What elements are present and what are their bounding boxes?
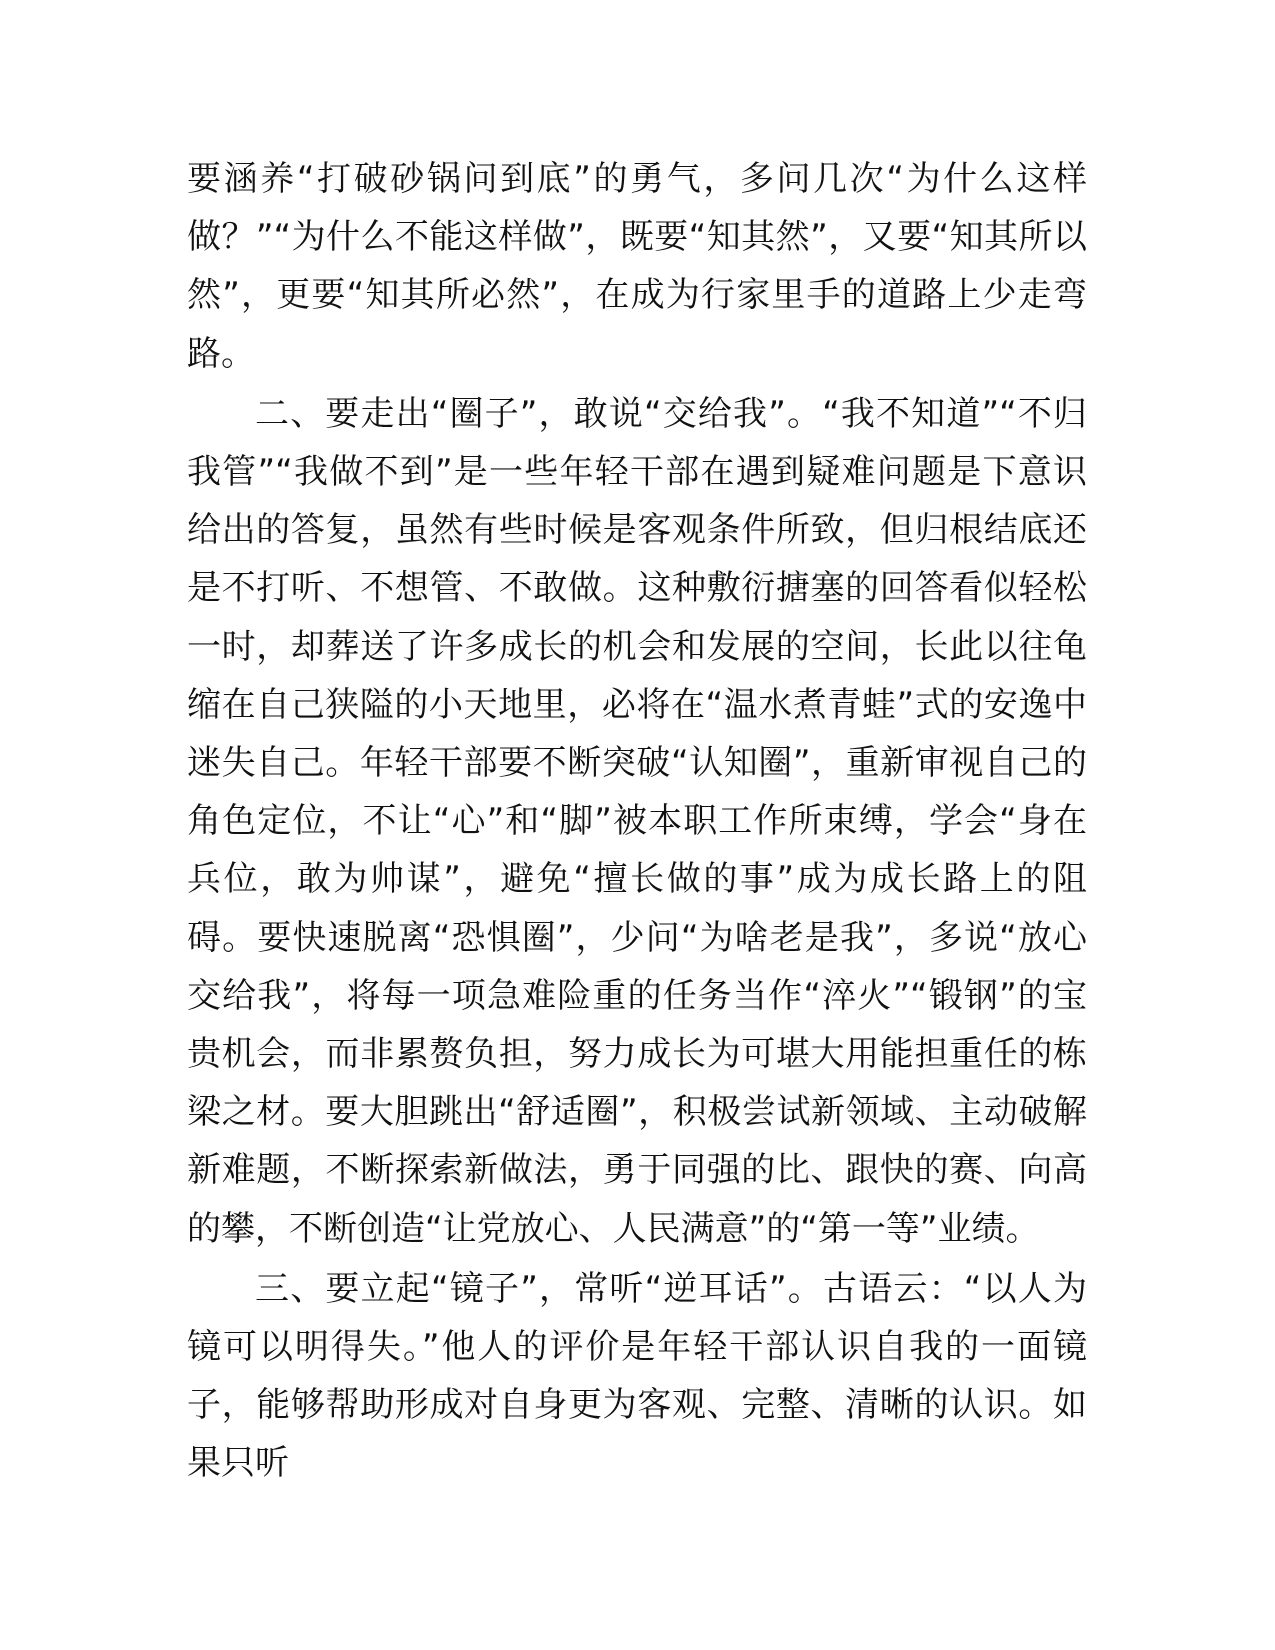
paragraph-continuation: 要涵养“打破砂锅问到底”的勇气，多问几次“为什么这样做？”“为什么不能这样做”，既要“知其然”，又要“知其所以然”，更要“知其所必然”，在成为行家里手的道路上少走弯路。: [187, 159, 1087, 374]
paragraph-section-two: 二、要走出“圈子”，敢说“交给我”。“我不知道”“不归我管”“我做不到”是一些年轻干部在遇到疑难问题是下意识给出的答复，虽然有些时候是客观条件所致，但归根结底还是不打听、不想管、不敢做。这种敷衍搪塞的回答看似轻松一时，却葬送了许多成长的机会和发展的空间，长此以往龟缩在自己狭隘的小天地里，必将在“温水煮青蛙”式的安逸中迷失自己。年轻干部要不断突破“认知圈”，重新审视自己的角色定位，不让“心”和“脚”被本职工作所束缚，学会“身在兵位，敢为帅谋”，避免“擅长做的事”成为成长路上的阻碍。要快速脱离“恐惧圈”，少问“为啥老是我”，多说“放心交给我”，将每一项急难险重的任务当作“淬火”“锻钢”的宝贵机会，而非累赘负担，努力成长为可堪大用能担重任的栋梁之材。要大胆跳出“舒适圈”，积极尝试新领域、主动破解新难题，不断探索新做法，勇于同强的比、跟快的赛、向高的攀，不断创造“让党放心、人民满意”的“第一等”业绩。: [187, 393, 1087, 1249]
paragraph-section-three: 三、要立起“镜子”，常听“逆耳话”。古语云：“以人为镜可以明得失。”他人的评价是年轻干部认识自我的一面镜子，能够帮助形成对自身更为客观、完整、清晰的认识。如果只听: [187, 1268, 1087, 1484]
body-text: [187, 150, 1087, 1493]
